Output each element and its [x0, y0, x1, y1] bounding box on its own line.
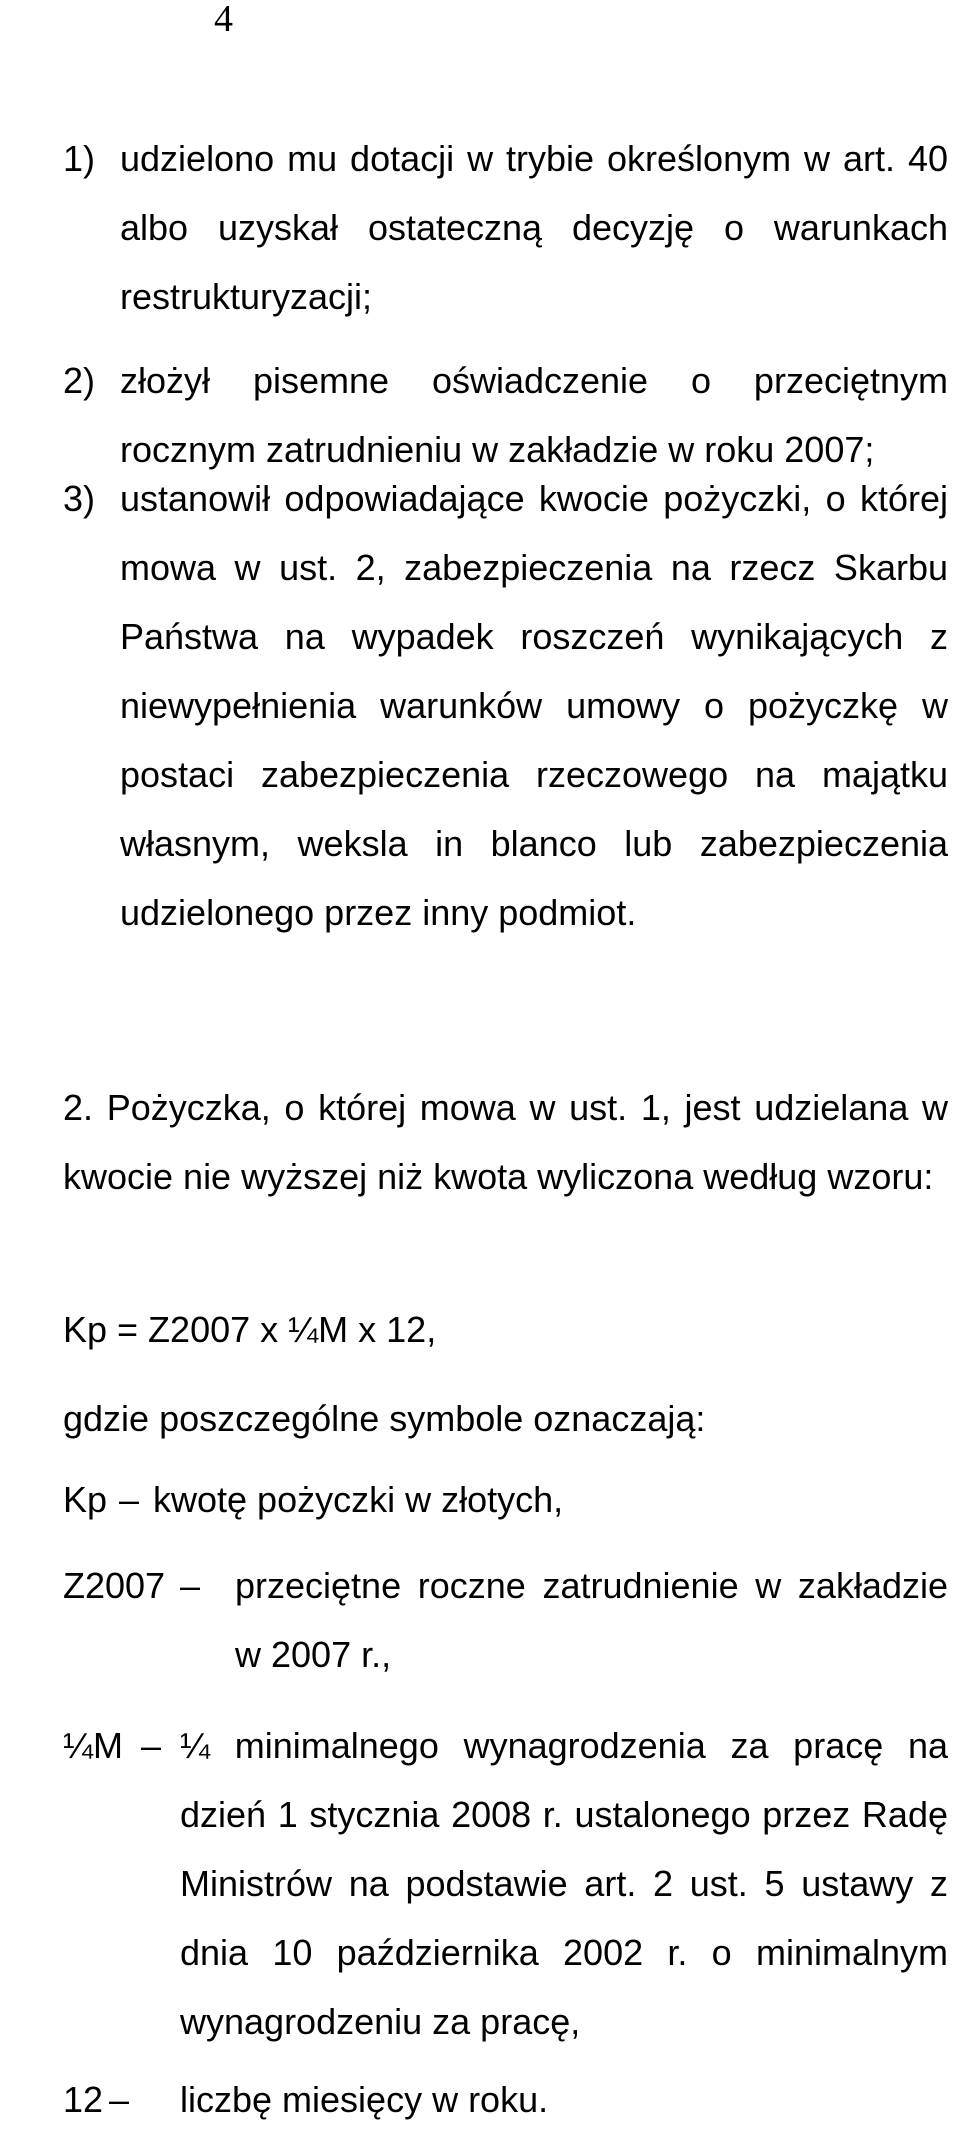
page-number: 4	[214, 0, 233, 40]
list-item-text: ustanowił odpowiadające kwocie pożyczki, o której mowa w ust. 2, zabezpieczenia na rzecz Skarbu Państwa na wypadek roszczeń wynikających z niewypełnienia warunków umowy o pożyczkę w postaci zabezpieczenia rzeczowego na majątku własnym, weksla in blanco lub zabezpieczenia udzielonego przez inny podmiot.	[120, 478, 948, 933]
list-item-text: udzielono mu dotacji w trybie określonym w art. 40 albo uzyskał ostateczną decyzję o warunkach restrukturyzacji;	[120, 138, 948, 317]
symbol-dash: –	[180, 1565, 201, 1606]
list-item-text: złożył pisemne oświadczenie o przeciętnym rocznym zatrudnieniu w zakładzie w roku 2007;	[120, 360, 948, 470]
symbol-definition	[63, 1465, 948, 1534]
symbol-definition	[63, 1551, 948, 1689]
symbol-term: Z2007	[63, 1565, 166, 1606]
symbol-text: przeciętne roczne zatrudnienie w zakładzie w 2007 r.,	[235, 1565, 948, 1675]
symbol-definition	[63, 1711, 948, 2056]
symbol-text: kwotę pożyczki w złotych,	[153, 1479, 564, 1520]
list-item	[63, 464, 948, 1016]
list-item-label: 1)	[63, 138, 96, 179]
symbol-term: ¼M	[63, 1725, 124, 1766]
list-item-label: 2)	[63, 360, 96, 401]
list-item	[63, 124, 948, 331]
section-2-paragraph: 2. Pożyczka, o której mowa w ust. 1, jest udzielana w kwocie nie wyższej niż kwota wyliczona według wzoru:	[63, 1087, 948, 1197]
symbol-dash: –	[119, 1479, 140, 1520]
list-item-label: 3)	[63, 478, 96, 519]
symbol-dash: –	[141, 1725, 162, 1766]
symbol-term: 12	[63, 2079, 104, 2120]
symbol-term: Kp	[63, 1479, 108, 1520]
symbols-intro: gdzie poszczególne symbole oznaczają:	[63, 1398, 706, 1439]
formula: Kp = Z2007 x ¼M x 12,	[63, 1309, 437, 1350]
symbol-dash: –	[109, 2079, 130, 2120]
symbol-text: liczbę miesięcy w roku.	[180, 2079, 549, 2120]
symbol-definition	[63, 2065, 948, 2134]
symbol-text: ¼ minimalnego wynagrodzenia za pracę na dzień 1 stycznia 2008 r. ustalonego przez Radę Ministrów na podstawie art. 2 ust. 5 ustawy z dnia 10 października 2002 r. o minimalnym wynagrodzeniu za pracę,	[180, 1725, 948, 2042]
